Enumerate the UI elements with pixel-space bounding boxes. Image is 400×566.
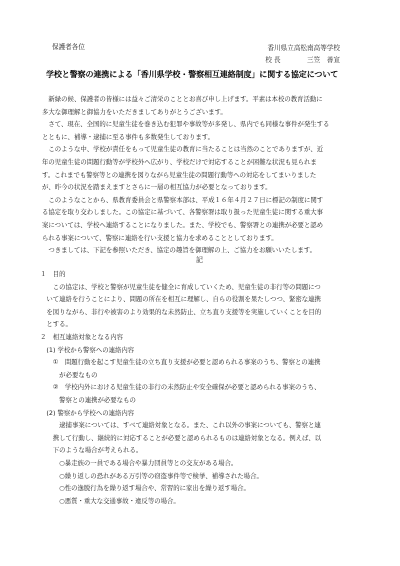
school-name: 香川県立高松南高等学校 [267,44,340,52]
addressee: 保護者各位 [52,43,85,51]
body-line: 案については、学校へ連絡することになりました。また、学校でも、警察署との連携が必要と認め [42,220,324,229]
section-line: が必要なもの [40,370,98,379]
section-line: (1) 学校から警察への連絡内容 [40,345,135,354]
section-line: ○性の逸脱行為を繰り返す場合や、常習的に家出を繰り返す場合。 [40,484,250,493]
body-line: す。これまでも警察等との連携を図りながら児童生徒の問題行動等への対応をしてまいりました [42,170,317,179]
body-line: このような中、学校が責任をもって児童生徒の教育に当たることは当然のことでありますが、近 [42,145,324,154]
section-line: を図りながら、非行や被害のより効果的な未然防止、立ち直り支援等を実施していくことを目的 [40,307,322,316]
principal [265,56,340,64]
body-line: とともに、補導・逮捕に至る事件も多数発生しております。 [42,132,215,141]
section-line: 警察との連携が必要なもの [40,395,136,404]
section-line: (2) 警察から学校への連絡内容 [40,408,135,417]
section-line: 携して行動し、継続的に対応することが必要と認められるものは連絡対象となる。例えば、以 [40,433,322,442]
ki-heading: 記 [196,256,203,264]
principal-name: 三笠 善宣 [307,56,340,64]
body-text [42,93,362,257]
section-line: とする。 [40,320,72,329]
document-title: 学校と警察の連携による「香川県学校・警察相互連絡制度」に関する協定について [46,70,339,79]
section-line: ２ 相互連絡対象となる内容 [40,332,124,341]
body-line: られる事案について、警察に連絡を行い支援と協力を求めることとしております。 [42,233,278,242]
sections [40,268,365,507]
body-line: る協定を取り交わしました。この協定に基づいて、各警察署は取り扱った児童生徒に関する重大事 [42,208,324,217]
body-line: さて、現在、全国的に児童生徒を巻き込む犯罪や事故等が多発し、県内でも同様な事件が発生する [42,120,330,129]
section-line: ① 問題行動を起こす児童生徒の立ち直り支援が必要と認められる事案のうち、警察との連携 [40,358,321,367]
body-line: 年の児童生徒の問題行動等が学校外へ広がり、学校だけで対応することが困難な状況も見られま [42,157,317,166]
section-line: ② 学校内外における児童生徒の非行の未然防止や安全確保が必要と認められる事案のうち、 [40,383,321,392]
section-line: １ 目的 [40,270,66,278]
section-line: この協定は、学校と警察が児童生徒を健全に育成していくため、児童生徒の非行等の問題につ [40,282,321,291]
section-line: ○繰り返しの恐れがある万引等の窃盗事件等で検挙、補導された場合。 [40,471,263,480]
principal-title: 校 長 [265,56,281,64]
body-line: 新緑の候、保護者の皆様には益々ご清栄のこととお喜び申し上げます。平素は本校の教育活動に [42,95,323,103]
body-line: このようなことから、県教育委員会と県警察本部は、平成１６年４月２７日に標記の制度に関す [42,195,324,204]
section-line: 逮捕事案については、すべて連絡対象となる。また、これ以外の事案についても、警察と連 [40,421,321,430]
section-line: ○悪質・重大な交通事故・違反等の場合。 [40,496,180,505]
body-line: が、昨今の状況を踏まえますとさらに一層の相互協力が必要となっております。 [42,183,272,192]
section-line: いて連絡を行うことにより、問題の所在を相互に理解し、自らの役割を果たしつつ、緊密な連携 [40,295,321,304]
section-line: 下のような場合が考えられる。 [40,446,143,455]
body-line: つきましては、下記を参照いただき、協定の趣旨を御理解の上、ご協力をお願いいたします。 [42,246,317,255]
section-line: ○暴走族の一員である場合や暴力団員等との交友がある場合。 [40,458,238,467]
body-line: 多大な御理解と御協力をいただきましてありがとうございます。 [42,107,227,116]
